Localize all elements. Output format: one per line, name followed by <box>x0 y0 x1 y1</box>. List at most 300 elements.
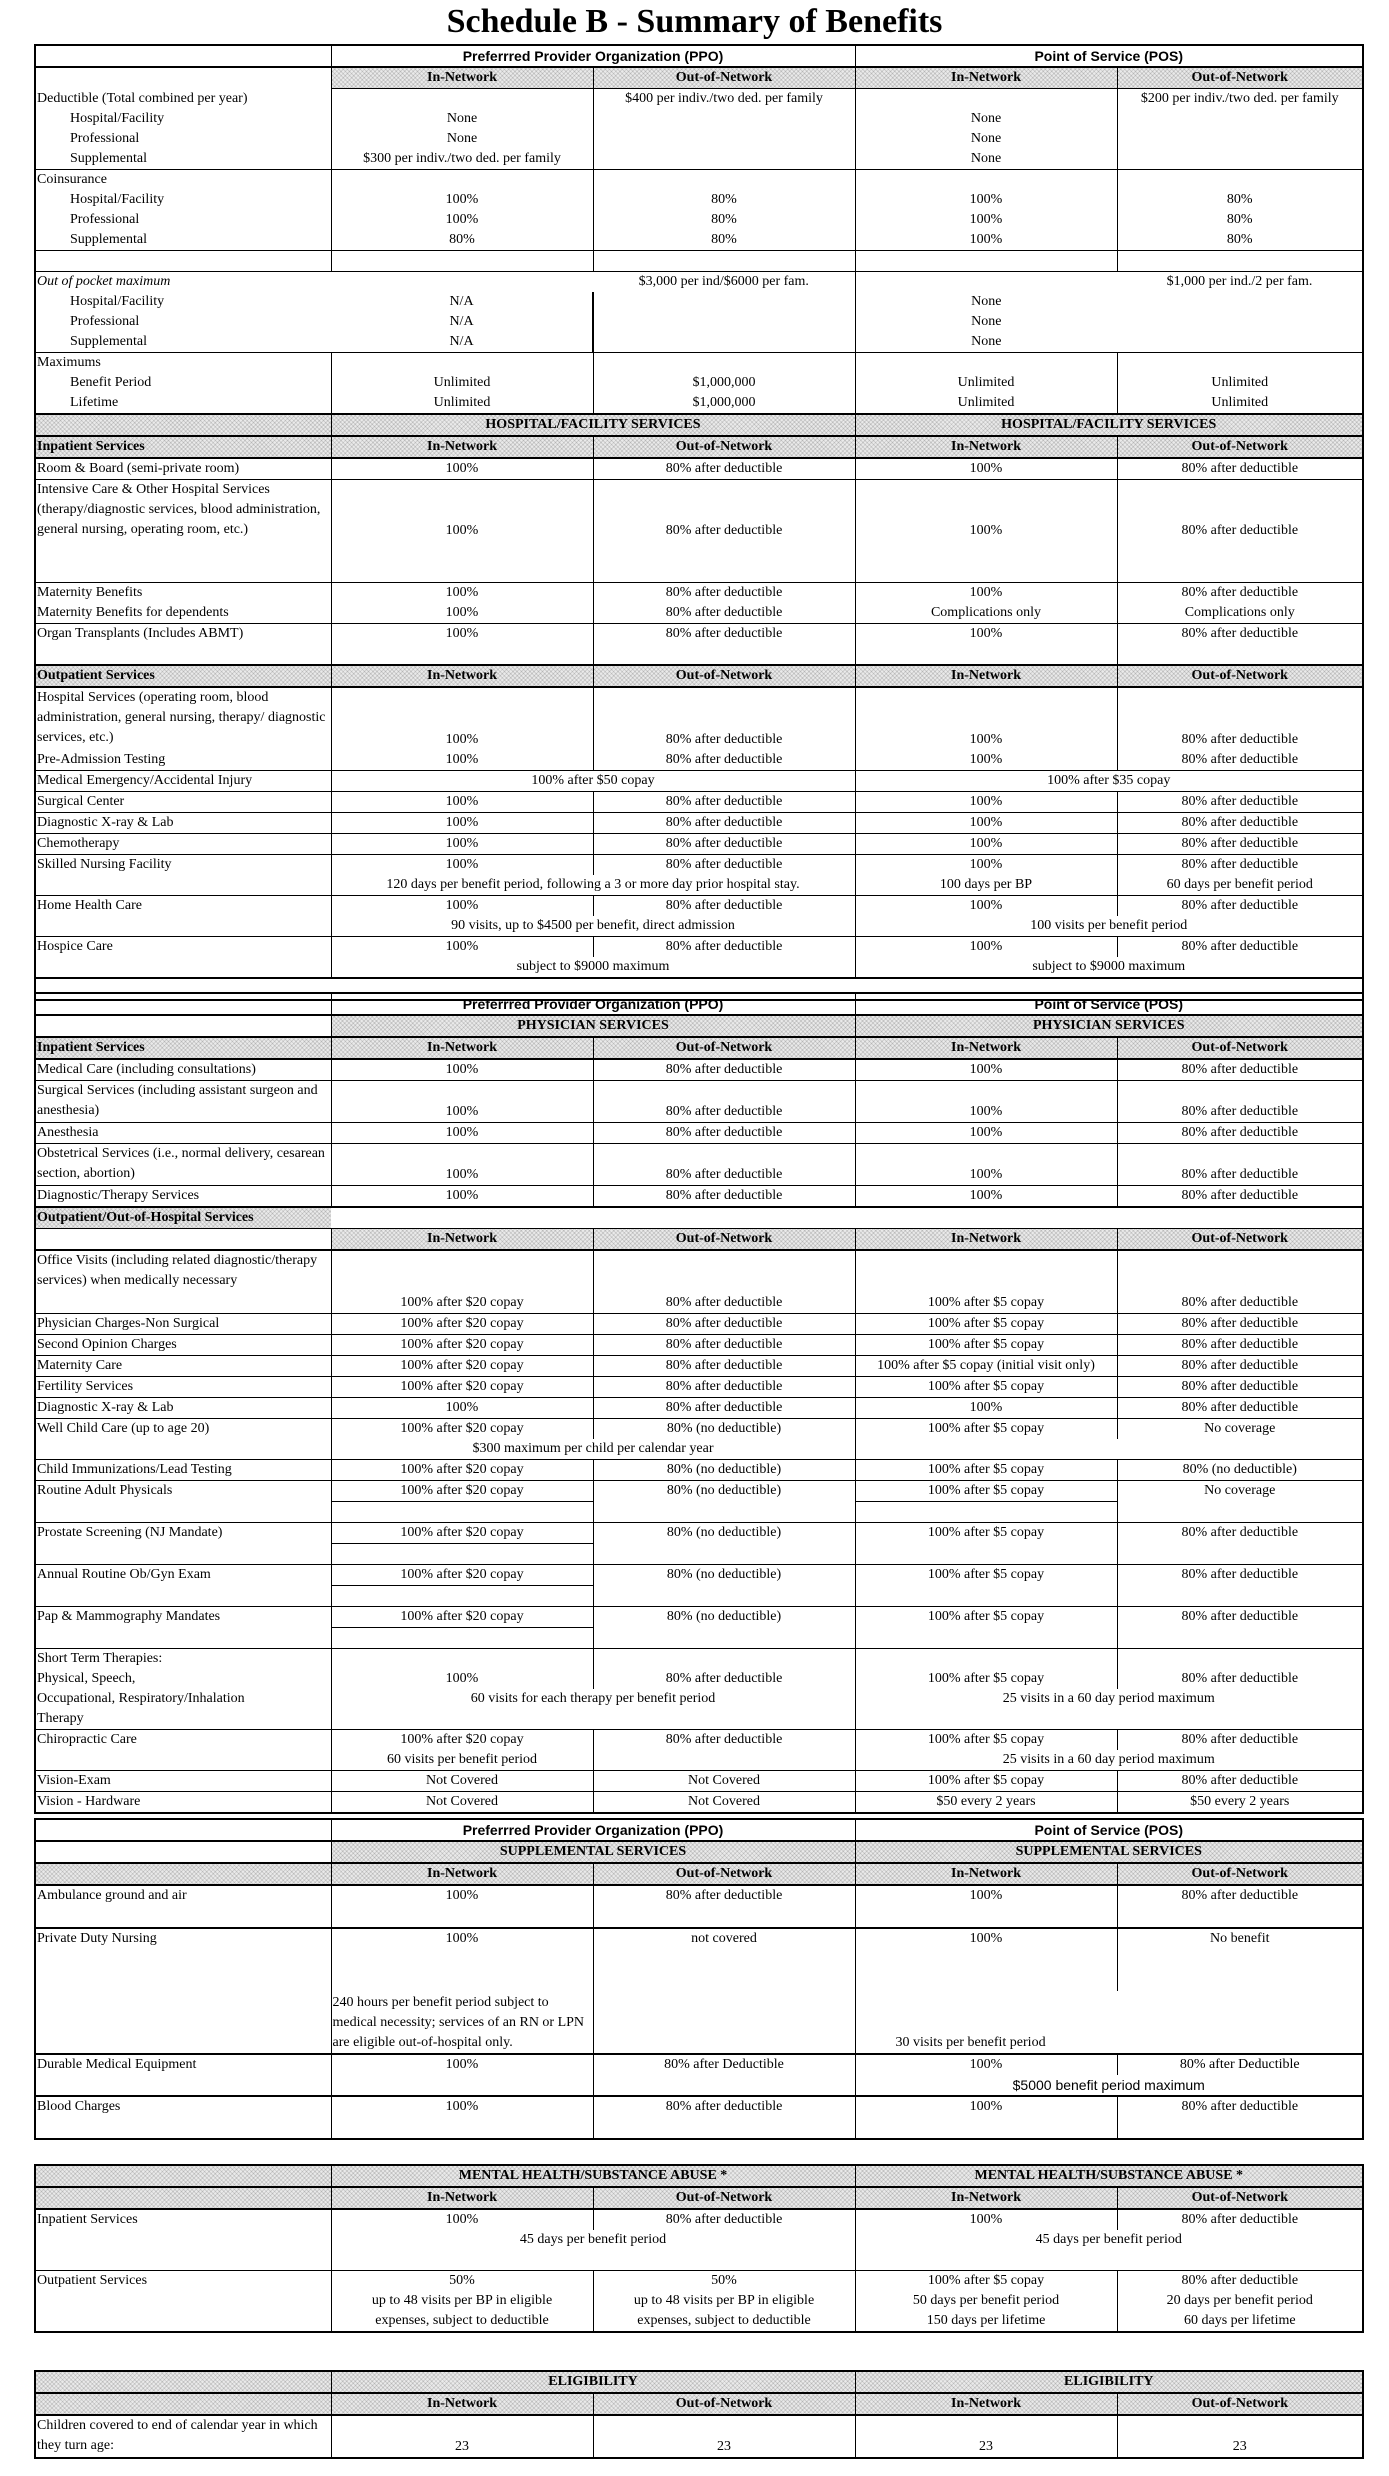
cell-ppo-out: $1,000,000 <box>593 393 855 414</box>
lifetime-row <box>35 393 1363 414</box>
cell-ppo-in: 100% <box>331 855 593 876</box>
cell-pos-in: 100% <box>855 2209 1117 2230</box>
oop-professional-row <box>35 312 1363 332</box>
cell-ppo-out: 80% after deductible <box>593 937 855 958</box>
cell-pos-out: 80% after deductible <box>1117 937 1363 958</box>
out-network-header: Out-of-Network <box>1117 665 1363 687</box>
cell-ppo-in: None <box>331 129 593 149</box>
cell-pos-out: 80% after deductible <box>1117 1059 1363 1081</box>
short-term-note-row <box>35 1689 1363 1709</box>
note-pos-in: 100 days per BP <box>855 875 1117 896</box>
surgical-services-row <box>35 1081 1363 1123</box>
cell-pos-in: 100% after $5 copay <box>855 1314 1117 1335</box>
deductible-professional-row <box>35 129 1363 149</box>
ppo-supplemental-section-header: SUPPLEMENTAL SERVICES <box>331 1841 855 1863</box>
row-label-line: Physical, Speech, <box>35 1669 331 1689</box>
cell-pos-out: 80% after deductible <box>1117 855 1363 876</box>
deductible-ppo-out: $400 per indiv./two ded. per family <box>593 89 855 110</box>
cell-pos-out: 80% after deductible <box>1117 1523 1363 1544</box>
cell-pos-in: 100% after $5 copay <box>855 1335 1117 1356</box>
cell-ppo-out: 80% after deductible <box>593 1398 855 1419</box>
cell-pos-out: 80% after deductible <box>1117 458 1363 480</box>
plan-header-row <box>35 45 1363 67</box>
row-label: Hospital/Facility <box>35 190 331 210</box>
mental-health-network-row <box>35 2187 1363 2209</box>
cell-pos-out: 80% after deductible <box>1117 1885 1363 1928</box>
cell-pos-out: 80% after deductible <box>1117 2271 1363 2292</box>
cell-pos-in: 100% after $5 copay <box>855 1523 1117 1544</box>
obgyn-row <box>35 1565 1363 1586</box>
cell-pos-in: None <box>855 109 1117 129</box>
row-label: Routine Adult Physicals <box>35 1481 331 1502</box>
row-label: Private Duty Nursing <box>35 1928 331 1991</box>
cell-pos-out: 80% after deductible <box>1117 1669 1363 1689</box>
row-label: Second Opinion Charges <box>35 1335 331 1356</box>
row-label: Medical Care (including consultations) <box>35 1059 331 1081</box>
room-board-row <box>35 458 1363 480</box>
cell-ppo-out: Not Covered <box>593 1771 855 1792</box>
row-label: Pre-Admission Testing <box>35 750 331 771</box>
in-network-header: In-Network <box>855 665 1117 687</box>
cell-ppo-in: 100% <box>331 1885 593 1928</box>
prostate-blank-row <box>35 1544 1363 1565</box>
cell-ppo-out: 80% after deductible <box>593 1335 855 1356</box>
cell-ppo-in: 100% <box>331 2054 593 2075</box>
pos-header: Point of Service (POS) <box>855 993 1363 1015</box>
cell-pos-out: 80% after deductible <box>1117 687 1363 750</box>
cell-ppo-out: 80% after deductible <box>593 1314 855 1335</box>
anesthesia-row <box>35 1123 1363 1144</box>
cell-ppo-in: 100% after $20 copay <box>331 1607 593 1628</box>
out-network-header: Out-of-Network <box>593 1037 855 1059</box>
row-label: Maternity Benefits <box>35 583 331 604</box>
cell-ppo-in: 100% <box>331 583 593 604</box>
cell-pos-out: 80% after deductible <box>1117 1730 1363 1751</box>
ppo-physician-section-header: PHYSICIAN SERVICES <box>331 1015 855 1037</box>
spacer-row <box>35 251 1363 272</box>
cell-pos-out: 80% after deductible <box>1117 813 1363 834</box>
cell-pos-out: 80% after deductible <box>1117 2096 1363 2139</box>
cell-ppo-out: 80% after deductible <box>593 1250 855 1314</box>
pap-row <box>35 1607 1363 1628</box>
ambulance-row <box>35 1885 1363 1928</box>
cell-pos-out: 23 <box>1117 2415 1363 2458</box>
diagnostic-xray-lab-row <box>35 1398 1363 1419</box>
in-network-header: In-Network <box>855 1037 1117 1059</box>
in-network-header: In-Network <box>331 1037 593 1059</box>
diagnostic-therapy-row <box>35 1186 1363 1208</box>
network-header-row <box>35 67 1363 89</box>
row-label: Children covered to end of calendar year in which they turn age: <box>35 2415 331 2458</box>
row-label-line: Occupational, Respiratory/Inhalation <box>35 1689 331 1709</box>
fertility-row <box>35 1377 1363 1398</box>
deductible-row <box>35 89 1363 110</box>
mh-outpatient-line2-row <box>35 2291 1363 2311</box>
row-label: Prostate Screening (NJ Mandate) <box>35 1523 331 1544</box>
cell-ppo-out: 80% after deductible <box>593 1059 855 1081</box>
pos-header: Point of Service (POS) <box>855 45 1363 67</box>
row-label: Blood Charges <box>35 2096 331 2139</box>
cell-ppo-in: None <box>331 109 593 129</box>
cell-ppo-in: 100% <box>331 190 593 210</box>
row-label: Maternity Benefits for dependents <box>35 603 331 624</box>
cell-pos-in: 100% after $5 copay <box>855 1250 1117 1314</box>
cell-pos-in: 100% <box>855 210 1117 230</box>
row-label: Skilled Nursing Facility <box>35 855 331 876</box>
row-label: Vision-Exam <box>35 1771 331 1792</box>
row-label: Medical Emergency/Accidental Injury <box>35 771 331 792</box>
ppo-header: Preferrred Provider Organization (PPO) <box>331 993 855 1015</box>
row-label: Physician Charges-Non Surgical <box>35 1314 331 1335</box>
out-network-header: Out-of-Network <box>593 2187 855 2209</box>
physician-outpatient-network-row <box>35 1229 1363 1251</box>
cell-ppo-out: 80% after deductible <box>593 1123 855 1144</box>
cell-pos-in: 100% after $5 copay <box>855 1481 1117 1502</box>
well-child-note-row <box>35 1439 1363 1460</box>
cell-ppo-out: 80% after Deductible <box>593 2054 855 2075</box>
hospital-section-header-row <box>35 414 1363 436</box>
eligibility-network-row <box>35 2393 1363 2415</box>
cell-pos-out: 80% after Deductible <box>1117 2054 1363 2075</box>
row-label: Office Visits (including related diagnostic/therapy services) when medically necessary <box>35 1250 331 1314</box>
dme-row <box>35 2054 1363 2075</box>
cell-ppo-in: $300 per indiv./two ded. per family <box>331 149 593 170</box>
eligibility-table <box>34 2370 1364 2459</box>
cell-ppo-in: 100% <box>331 896 593 917</box>
pap-blank-row <box>35 1628 1363 1649</box>
physician-section-header-row <box>35 1015 1363 1037</box>
coinsurance-hospital-row <box>35 190 1363 210</box>
cell-pos-in: 100% <box>855 1885 1117 1928</box>
cell-ppo-in: 100% <box>331 624 593 666</box>
coinsurance-professional-row <box>35 210 1363 230</box>
skilled-nursing-note-row <box>35 875 1363 896</box>
cell-ppo-out: Not Covered <box>593 1792 855 1814</box>
note-ppo: 90 visits, up to $4500 per benefit, direct admission <box>331 916 855 937</box>
cell-pos-in: 100% <box>855 624 1117 666</box>
note-ppo: 120 days per benefit period, following a 3 or more day prior hospital stay. <box>331 875 855 896</box>
cell-ppo-in: 100% after $20 copay <box>331 1523 593 1544</box>
cell-ppo-out: $1,000,000 <box>593 373 855 393</box>
private-duty-row <box>35 1928 1363 1991</box>
emergency-row <box>35 771 1363 792</box>
cell-ppo-out: 80% after deductible <box>593 1730 855 1751</box>
routine-adult-row <box>35 1481 1363 1502</box>
row-label: Chiropractic Care <box>35 1730 331 1751</box>
cell-ppo-out: 80% (no deductible) <box>593 1607 855 1628</box>
cell-pos-out: No benefit <box>1117 1928 1363 1991</box>
plan-header-row <box>35 993 1363 1015</box>
cell-pos-in: Unlimited <box>855 393 1117 414</box>
cell-ppo-in: 100% <box>331 458 593 480</box>
cell-ppo-out: 80% (no deductible) <box>593 1523 855 1544</box>
row-label: Maternity Care <box>35 1356 331 1377</box>
row-label: Home Health Care <box>35 896 331 917</box>
cell-pos-in: 100% <box>855 190 1117 210</box>
in-network-header: In-Network <box>331 2393 593 2415</box>
row-label: Well Child Care (up to age 20) <box>35 1419 331 1440</box>
obstetrical-row <box>35 1144 1363 1186</box>
cell-ppo-out: 80% after deductible <box>593 855 855 876</box>
note-pos: 25 visits in a 60 day period maximum <box>855 1689 1363 1709</box>
cell-ppo-out: 80% after deductible <box>593 603 855 624</box>
private-duty-note-row <box>35 1991 1363 2054</box>
pos-mental-health-header: MENTAL HEALTH/SUBSTANCE ABUSE * <box>855 2165 1363 2187</box>
cell-pos-in: 100% <box>855 1144 1117 1186</box>
dme-note-row <box>35 2075 1363 2096</box>
note-pos: 25 visits in a 60 day period maximum <box>855 1750 1363 1771</box>
page-title: Schedule B - Summary of Benefits <box>446 3 943 40</box>
cell-pos-in: 100% <box>855 1928 1117 1991</box>
cell-pos-out: 80% (no deductible) <box>1117 1460 1363 1481</box>
cell-pos-out: 80% after deductible <box>1117 2209 1363 2230</box>
cell-ppo-in: 100% <box>331 210 593 230</box>
cell-ppo-in: 100% after $20 copay <box>331 1335 593 1356</box>
routine-adult-blank-row <box>35 1502 1363 1523</box>
mental-health-section-header-row <box>35 2165 1363 2187</box>
intensive-care-row <box>35 480 1363 583</box>
cell-ppo-in: Unlimited <box>331 393 593 414</box>
cell-ppo-out: 80% after deductible <box>593 750 855 771</box>
home-health-row <box>35 896 1363 917</box>
cell-pos-in: 100% <box>855 480 1117 583</box>
cell-pos-in: 100% <box>855 230 1117 251</box>
medical-care-row <box>35 1059 1363 1081</box>
cell-pos-in: 100% after $5 copay <box>855 1607 1117 1628</box>
row-label: Child Immunizations/Lead Testing <box>35 1460 331 1481</box>
cell-ppo-in: 100% <box>331 813 593 834</box>
cell-pos-out: No coverage <box>1117 1419 1363 1440</box>
supplemental-section-header-row <box>35 1841 1363 1863</box>
cell-pos-in: Unlimited <box>855 373 1117 393</box>
cell-pos-out: 80% after deductible <box>1117 834 1363 855</box>
note-ppo: subject to $9000 maximum <box>331 957 855 978</box>
skilled-nursing-row <box>35 855 1363 876</box>
pre-admission-row <box>35 750 1363 771</box>
chemotherapy-row <box>35 834 1363 855</box>
in-network-header: In-Network <box>331 2187 593 2209</box>
cell-ppo-in: 100% after $20 copay <box>331 1314 593 1335</box>
oop-ppo-out: $3,000 per ind/$6000 per fam. <box>593 272 855 293</box>
cell-ppo-in: 100% <box>331 603 593 624</box>
cell-pos-in: 100% after $5 copay <box>855 1377 1117 1398</box>
cell-ppo-in: 100% <box>331 1669 593 1689</box>
cell-pos-in: Complications only <box>855 603 1117 624</box>
cell-ppo-in: 100% <box>331 2096 593 2139</box>
cell-pos-out: 80% <box>1117 190 1363 210</box>
cell-pos-in: $50 every 2 years <box>855 1792 1117 1814</box>
row-label: Diagnostic/Therapy Services <box>35 1186 331 1208</box>
row-label-line: Therapy <box>35 1709 331 1730</box>
pos-eligibility-header: ELIGIBILITY <box>855 2371 1363 2393</box>
cell-pos-in: 100% <box>855 896 1117 917</box>
cell-pos-in: 100% after $5 copay <box>855 1771 1117 1792</box>
cell-pos-in: 100% <box>855 855 1117 876</box>
pos-in-network-header: In-Network <box>855 67 1117 89</box>
note-pos-out: 60 days per benefit period <box>1117 875 1363 896</box>
cell-ppo-out: 80% (no deductible) <box>593 1460 855 1481</box>
cell-ppo-out: not covered <box>593 1928 855 1991</box>
cell-ppo-in: Unlimited <box>331 373 593 393</box>
cell-pos-in: 100% <box>855 2054 1117 2075</box>
cell-pos-in: None <box>855 312 1117 332</box>
maximums-label: Maximums <box>35 353 331 374</box>
surgical-center-row <box>35 792 1363 813</box>
cell-ppo-out: 80% after deductible <box>593 896 855 917</box>
cell-pos-in: 100% <box>855 1123 1117 1144</box>
cell-pos-in: 100% <box>855 792 1117 813</box>
row-label: Professional <box>35 312 331 332</box>
cell-pos-in: None <box>855 129 1117 149</box>
cell-ppo-out: 50% <box>593 2271 855 2292</box>
cell-ppo-in: N/A <box>331 312 593 332</box>
hospice-note-row <box>35 957 1363 978</box>
oop-row <box>35 272 1363 293</box>
out-network-header: Out-of-Network <box>1117 2393 1363 2415</box>
cell-ppo-out: 80% after deductible <box>593 2096 855 2139</box>
in-network-header: In-Network <box>331 665 593 687</box>
coinsurance-supplemental-row <box>35 230 1363 251</box>
out-network-header: Out-of-Network <box>593 1229 855 1251</box>
cell-pos-out: 80% after deductible <box>1117 1144 1363 1186</box>
short-term-row <box>35 1669 1363 1689</box>
cell-ppo-in: 100% <box>331 1398 593 1419</box>
cell-pos-out: 80% after deductible <box>1117 896 1363 917</box>
cell-ppo-in: 100% <box>331 1144 593 1186</box>
prostate-row <box>35 1523 1363 1544</box>
deductible-supplemental-row <box>35 149 1363 170</box>
vision-hardware-row <box>35 1792 1363 1814</box>
coinsurance-row <box>35 170 1363 191</box>
benefit-period-row <box>35 373 1363 393</box>
row-label: Intensive Care & Other Hospital Services (therapy/diagnostic services, blood administration, general nursing, operating room, etc.) <box>35 480 331 583</box>
cell-ppo-in: 100% <box>331 687 593 750</box>
note-pos-out: 20 days per benefit period <box>1117 2291 1363 2311</box>
cell-pos-in: 100% after $5 copay (initial visit only) <box>855 1356 1117 1377</box>
hospital-services-row <box>35 687 1363 750</box>
deductible-pos-out: $200 per indiv./two ded. per family <box>1117 89 1363 110</box>
cell-ppo-in: 100% <box>331 834 593 855</box>
cell-pos-out: 80% <box>1117 210 1363 230</box>
note-pos: 45 days per benefit period <box>855 2230 1363 2250</box>
cell-pos-out: 80% after deductible <box>1117 1314 1363 1335</box>
cell-pos-out: 80% after deductible <box>1117 792 1363 813</box>
note-ppo: 45 days per benefit period <box>331 2230 855 2250</box>
cell-ppo-in: Not Covered <box>331 1792 593 1814</box>
cell-ppo: 100% after $50 copay <box>331 771 855 792</box>
cell-ppo-out: 80% (no deductible) <box>593 1481 855 1502</box>
cell-pos-out: 80% after deductible <box>1117 1565 1363 1586</box>
note-ppo-in: expenses, subject to deductible <box>331 2311 593 2332</box>
cell-ppo-in: 100% <box>331 480 593 583</box>
pos-header: Point of Service (POS) <box>855 1819 1363 1841</box>
outpatient-header: Outpatient Services <box>35 665 331 687</box>
inpatient-header: Inpatient Services <box>35 1037 331 1059</box>
ppo-hospital-section-header: HOSPITAL/FACILITY SERVICES <box>331 414 855 436</box>
mh-inpatient-note-row <box>35 2230 1363 2250</box>
row-label: Chemotherapy <box>35 834 331 855</box>
short-term-end-row <box>35 1709 1363 1730</box>
cell-pos-in: 100% after $5 copay <box>855 1669 1117 1689</box>
cell-ppo-out: 80% after deductible <box>593 2209 855 2230</box>
cell-ppo-in: 100% after $20 copay <box>331 1481 593 1502</box>
cell-ppo-out: 80% after deductible <box>593 624 855 666</box>
note-pos: $5000 benefit period maximum <box>855 2075 1363 2096</box>
ppo-eligibility-header: ELIGIBILITY <box>331 2371 855 2393</box>
hospice-row <box>35 937 1363 958</box>
cell-ppo-out: 80% (no deductible) <box>593 1419 855 1440</box>
short-term-title-row <box>35 1649 1363 1670</box>
cell-ppo-in: Not Covered <box>331 1771 593 1792</box>
row-label: Outpatient Services <box>35 2271 331 2292</box>
cell-ppo-in: N/A <box>331 332 593 353</box>
cell-ppo-in: 100% after $20 copay <box>331 1730 593 1751</box>
cell-pos-in: 100% <box>855 937 1117 958</box>
cell-ppo-in: 100% <box>331 1059 593 1081</box>
deductible-hospital-row <box>35 109 1363 129</box>
out-network-header: Out-of-Network <box>593 665 855 687</box>
cell-ppo-in: 100% after $20 copay <box>331 1460 593 1481</box>
row-label: Diagnostic X-ray & Lab <box>35 1398 331 1419</box>
pos-out-network-header: Out-of-Network <box>1117 67 1363 89</box>
row-label: Lifetime <box>35 393 331 414</box>
mental-health-table <box>34 2164 1364 2333</box>
row-label: Professional <box>35 129 331 149</box>
note-pos-in: 50 days per benefit period <box>855 2291 1117 2311</box>
cell-ppo-out: 80% after deductible <box>593 480 855 583</box>
cell-ppo-out: 80% after deductible <box>593 1669 855 1689</box>
cell-pos-out: Unlimited <box>1117 393 1363 414</box>
cell-ppo-out: 80% after deductible <box>593 1144 855 1186</box>
supplemental-services-table <box>34 1818 1364 2140</box>
cell-pos-out: $50 every 2 years <box>1117 1792 1363 1814</box>
cell-pos-in: 100% <box>855 1081 1117 1123</box>
cell-ppo-out: 80% after deductible <box>593 687 855 750</box>
maternity-row <box>35 583 1363 604</box>
outpatient-out-of-hospital-header: Outpatient/Out-of-Hospital Services <box>35 1207 331 1229</box>
cell-ppo-in: 23 <box>331 2415 593 2458</box>
row-label: Pap & Mammography Mandates <box>35 1607 331 1628</box>
cell-ppo-in: 100% after $20 copay <box>331 1356 593 1377</box>
cell-pos-in: 100% <box>855 1398 1117 1419</box>
cell-ppo-out: 80% after deductible <box>593 1186 855 1208</box>
row-label: Ambulance ground and air <box>35 1885 331 1928</box>
cell-ppo-in: 50% <box>331 2271 593 2292</box>
out-network-header: Out-of-Network <box>1117 1229 1363 1251</box>
cell-pos-out: No coverage <box>1117 1481 1363 1502</box>
physician-services-table <box>34 992 1364 1814</box>
cell-pos-out: 80% after deductible <box>1117 1186 1363 1208</box>
cell-pos-out: 80% after deductible <box>1117 624 1363 666</box>
maximums-row <box>35 353 1363 374</box>
mh-inpatient-row <box>35 2209 1363 2230</box>
row-label: Vision - Hardware <box>35 1792 331 1814</box>
row-label: Fertility Services <box>35 1377 331 1398</box>
in-network-header: In-Network <box>855 436 1117 458</box>
cell-pos-out: 80% after deductible <box>1117 1356 1363 1377</box>
ppo-header: Preferrred Provider Organization (PPO) <box>331 1819 855 1841</box>
hospital-outpatient-header-row <box>35 665 1363 687</box>
row-label: Benefit Period <box>35 373 331 393</box>
cell-ppo-in: 100% <box>331 2209 593 2230</box>
blood-charges-row <box>35 2096 1363 2139</box>
obgyn-blank-row <box>35 1586 1363 1607</box>
row-label: Hospital/Facility <box>35 109 331 129</box>
note-ppo: $300 maximum per child per calendar year <box>331 1439 855 1460</box>
cell-pos-out: 80% after deductible <box>1117 583 1363 604</box>
coinsurance-label: Coinsurance <box>35 170 331 191</box>
cell-pos-in: 100% <box>855 1186 1117 1208</box>
